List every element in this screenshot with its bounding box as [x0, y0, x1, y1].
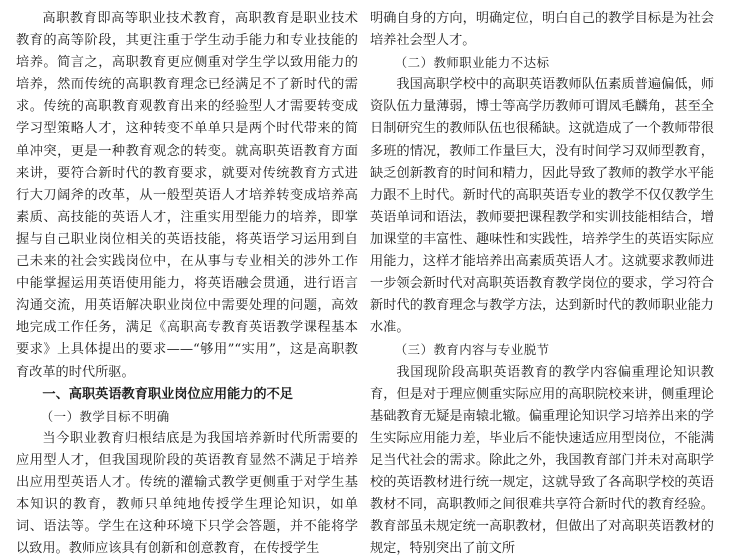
paragraph-teaching-goals: 当今职业教育归根结底是为我国培养新时代所需要的应用型人才，但我国现阶段的英语教育显然不满足于培养出应用型英语人才。传统的灌输式教学更侧重于对学生基本知识的教育，教师只单纯地传授学生理论知识，如单词、语法等。学生在这种环境下只学会答题，并不能将学以致用。教师应该具有创新和创意教育，在传授学生 [16, 428, 358, 560]
subheading-teacher-ability: （二）教师职业能力不达标 [370, 52, 714, 74]
left-column [16, 8, 358, 560]
paragraph-teacher-ability: 我国高职学校中的高职英语教师队伍素质普遍偏低，师资队伍力量薄弱，博士等高学历教师可谓凤毛麟角，甚至全日制研究生的教师队伍也很稀缺。这就造成了一个教师带很多班的情况，教师工作量巨大，没有时间学习双师型教育，缺乏创新教育的时间和精力，因此导致了教师的教学水平能力跟不上时代。新时代的高职英语专业的教学不仅仅教学生英语单词和语法，教师要把课程教学和实训技能相结合，增加课堂的丰富性、趣味性和实践性，培养学生的英语实际应用能力，这样才能培养出高素质英语人才。这就要求教师进一步领会新时代对高职英语教育教学岗位的要求，学习符合新时代的教育理念与教学方法，达到新时代的教师职业能力水准。 [370, 74, 714, 339]
subheading-teaching-goals: （一）教学目标不明确 [16, 406, 358, 428]
intro-paragraph: 高职教育即高等职业技术教育，高职教育是职业技术教育的高等阶段，其更注重于学生动手能力和专业技能的培养。简言之，高职教育更应侧重对学生学以致用能力的培养，然而传统的高职教育理念已经满足不了新时代的需求。传统的高职教育观教育出来的经验型人才需要转变成学习型策略人才，这种转变不单单只是两个时代带来的简单冲突，更是一种教育观念的转变。就高职英语教育方面来讲，要符合新时代的教育要求，就要对传统教育方式进行大刀阔斧的改革，从一般型英语人才培养转变成培养高素质、高技能的英语人才，注重实用型能力的培养，即掌握与自己职业岗位相关的英语技能，将英语学习运用到自己未来的社会实践岗位中，在从事与专业相关的涉外工作中能掌握运用英语使用能力，将英语融会贯通，进行语言沟通交流，用英语解决职业岗位中需要处理的问题，高效地完成工作任务，满足《高职高专教育英语教学课程基本要求》上具体提出的要求——“够用”“实用”，这是高职教育改革的时代所驱。 [16, 8, 358, 384]
right-column [370, 8, 714, 560]
section-heading: 一、高职英语教育职业岗位应用能力的不足 [16, 384, 358, 406]
subheading-content-mismatch: （三）教育内容与专业脱节 [370, 339, 714, 361]
paragraph-teaching-goals-continued: 明确自身的方向，明确定位，明白自己的教学目标是为社会培养社会型人才。 [370, 8, 714, 52]
paragraph-content-mismatch: 我国现阶段高职英语教育的教学内容偏重理论知识教育，但是对于理应侧重实际应用的高职院校来讲，侧重理论基础教育无疑是南辕北辙。偏重理论知识学习培养出来的学生实际应用能力差，毕业后不能快速适应用型岗位，不能满足当代社会的需求。除此之外，我国教育部门并未对高职学校的英语教材进行统一规定，这就导致了各高职学校的英语教材不同，高职教师之间很难共享符合新时代的教育经验。教育部虽未规定统一高职教材，但做出了对高职英语教材的规定，特别突出了前文所 [370, 362, 714, 560]
